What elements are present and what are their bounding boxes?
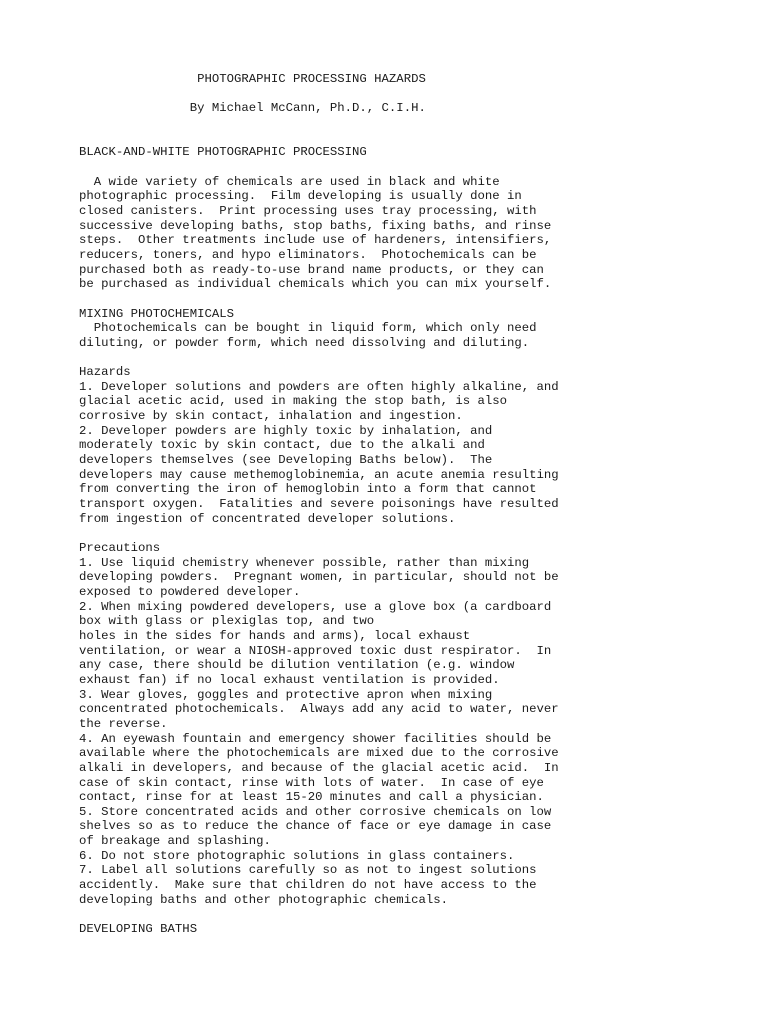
blank-line xyxy=(79,907,559,922)
text-line: reducers, toners, and hypo eliminators. Photochemicals can be xyxy=(79,247,537,262)
text-line: any case, there should be dilution ventilation (e.g. window xyxy=(79,658,515,673)
text-line: developing powders. Pregnant women, in particular, should not be xyxy=(79,570,559,585)
text-line: glacial acetic acid, used in making the stop bath, is also xyxy=(79,394,508,409)
section-heading-mixing-photochemicals: MIXING PHOTOCHEMICALS xyxy=(79,306,234,321)
text-line: Photochemicals can be bought in liquid form, which only need xyxy=(79,321,537,336)
blank-line xyxy=(79,160,559,175)
text-line: developing baths and other photographic chemicals. xyxy=(79,892,448,907)
subheading-precautions: Precautions xyxy=(79,541,161,555)
document-title: PHOTOGRAPHIC PROCESSING HAZARDS xyxy=(79,72,426,86)
text-line: purchased both as ready-to-use brand name products, or they can xyxy=(79,262,544,277)
blank-line xyxy=(79,116,559,131)
text-line: ventilation, or wear a NIOSH-approved toxic dust respirator. In xyxy=(79,643,552,658)
text-line: of breakage and splashing. xyxy=(79,834,271,849)
text-line: concentrated photochemicals. Always add any acid to water, never xyxy=(79,702,559,717)
blank-line xyxy=(79,526,559,541)
text-line: developers may cause methemoglobinemia, an acute anemia resulting xyxy=(79,467,559,482)
text-line: moderately toxic by skin contact, due to the alkali and xyxy=(79,438,485,453)
blank-line xyxy=(79,131,559,146)
text-line: alkali in developers, and because of the glacial acetic acid. In xyxy=(79,760,559,775)
section-heading-black-and-white: BLACK-AND-WHITE PHOTOGRAPHIC PROCESSING xyxy=(79,145,367,160)
text-line: 2. When mixing powdered developers, use a glove box (a cardboard xyxy=(79,599,552,614)
text-line: shelves so as to reduce the chance of face or eye damage in case xyxy=(79,819,552,834)
text-line: successive developing baths, stop baths, fixing baths, and rinse xyxy=(79,218,552,233)
text-line: diluting, or powder form, which need dissolving and diluting. xyxy=(79,335,530,350)
text-line: closed canisters. Print processing uses tray processing, with xyxy=(79,203,537,218)
text-line: contact, rinse for at least 15-20 minutes and call a physician. xyxy=(79,790,544,805)
text-line: corrosive by skin contact, inhalation and ingestion. xyxy=(79,409,463,424)
section-heading-developing-baths: DEVELOPING BATHS xyxy=(79,922,198,937)
text-line: transport oxygen. Fatalities and severe poisonings have resulted xyxy=(79,497,559,512)
text-line: A wide variety of chemicals are used in black and white xyxy=(79,174,500,189)
text-line: 6. Do not store photographic solutions in glass containers. xyxy=(79,848,515,863)
text-line: available where the photochemicals are mixed due to the corrosive xyxy=(79,746,559,761)
document-text xyxy=(79,72,559,937)
blank-line xyxy=(79,350,559,365)
text-line: holes in the sides for hands and arms), local exhaust xyxy=(79,628,471,643)
text-line: 1. Use liquid chemistry whenever possible, rather than mixing xyxy=(79,555,530,570)
text-line: photographic processing. Film developing is usually done in xyxy=(79,189,522,204)
document-author: By Michael McCann, Ph.D., C.I.H. xyxy=(79,101,426,116)
text-line: developers themselves (see Developing Baths below). The xyxy=(79,453,493,468)
text-line: from converting the iron of hemoglobin into a form that cannot xyxy=(79,482,537,497)
text-line: exhaust fan) if no local exhaust ventilation is provided. xyxy=(79,672,500,687)
text-line: accidently. Make sure that children do not have access to the xyxy=(79,878,537,893)
text-line: be purchased as individual chemicals which you can mix yourself. xyxy=(79,277,552,292)
subheading-hazards: Hazards xyxy=(79,365,131,380)
text-line: from ingestion of concentrated developer solutions. xyxy=(79,511,456,526)
text-line: 3. Wear gloves, goggles and protective apron when mixing xyxy=(79,687,493,702)
blank-line xyxy=(79,292,559,307)
text-line: box with glass or plexiglas top, and two xyxy=(79,614,375,629)
text-line: 4. An eyewash fountain and emergency shower facilities should be xyxy=(79,731,552,746)
text-line: steps. Other treatments include use of hardeners, intensifiers, xyxy=(79,233,552,248)
text-line: exposed to powdered developer. xyxy=(79,584,301,599)
blank-line xyxy=(79,87,559,102)
text-line: 5. Store concentrated acids and other corrosive chemicals on low xyxy=(79,804,552,819)
text-line: case of skin contact, rinse with lots of water. In case of eye xyxy=(79,775,544,790)
text-line: 1. Developer solutions and powders are often highly alkaline, and xyxy=(79,379,559,394)
text-line: 7. Label all solutions carefully so as not to ingest solutions xyxy=(79,863,537,878)
text-line: the reverse. xyxy=(79,716,168,731)
text-line: 2. Developer powders are highly toxic by inhalation, and xyxy=(79,423,493,438)
